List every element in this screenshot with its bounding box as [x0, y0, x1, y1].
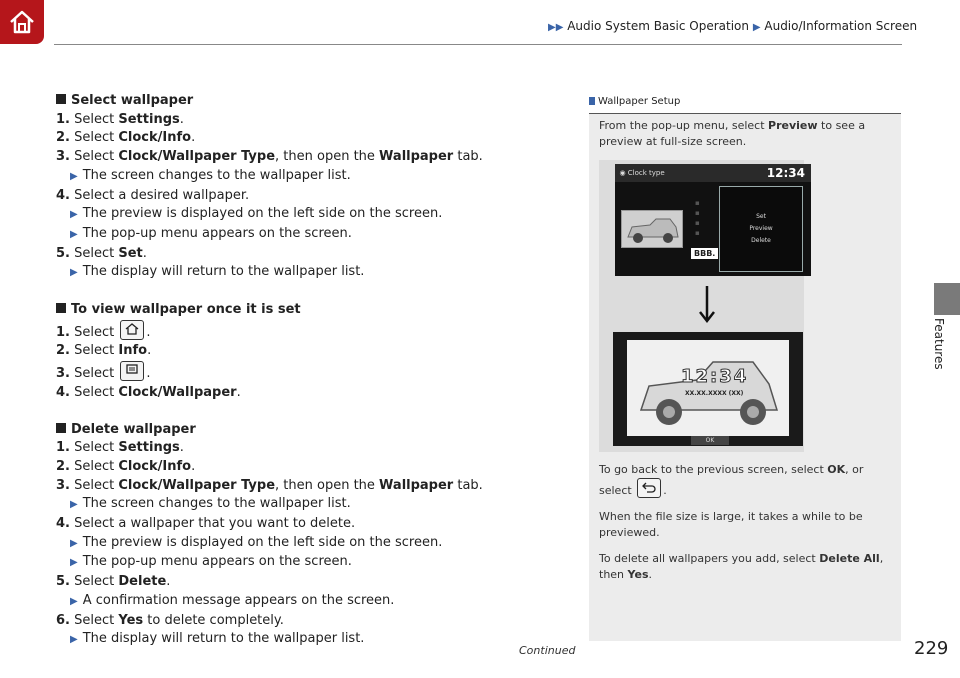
result-arrow-icon: ▶ — [70, 209, 78, 221]
step-result: ▶ The pop-up menu appears on the screen. — [70, 225, 352, 241]
chapter-tab[interactable] — [934, 283, 960, 315]
main-content — [56, 92, 566, 650]
breadcrumb-current: Audio/Information Screen — [764, 19, 918, 33]
step-item: 2. Select Info. — [56, 343, 152, 359]
note-paragraph: When the file size is large, it takes a while to be previewed. — [599, 510, 863, 539]
chapter-tab-label: Features — [932, 318, 946, 370]
menu-item-set[interactable]: Set — [756, 213, 766, 220]
step-item: 4. Select a desired wallpaper. — [56, 187, 250, 203]
note-marker-icon — [589, 97, 595, 105]
breadcrumb-arrow-icon: ▶ — [752, 22, 761, 33]
wallpaper-list: ▪ ▪ ▪ ▪ — [695, 199, 700, 237]
page-number: 229 — [914, 638, 949, 659]
continued-label: Continued — [519, 644, 576, 657]
result-arrow-icon: ▶ — [70, 557, 78, 569]
step-item: 1. Select . — [56, 320, 566, 343]
note-body-lower — [599, 462, 889, 583]
result-arrow-icon: ▶ — [70, 499, 78, 511]
back-button-icon[interactable] — [637, 478, 661, 498]
result-arrow-icon: ▶ — [70, 595, 78, 607]
step-item: 2. Select Clock/Info. — [56, 130, 196, 146]
wallpaper-date: XX.XX.XXXX (XX) — [685, 390, 744, 397]
result-arrow-icon: ▶ — [70, 267, 78, 279]
step-item: 3. Select Clock/Wallpaper Type, then open the Wallpaper tab. — [56, 149, 483, 165]
step-item: 1. Select Settings. — [56, 440, 184, 456]
menu-item-delete[interactable]: Delete — [751, 237, 771, 244]
full-size-preview-screen — [613, 332, 803, 446]
note-paragraph: To delete all wallpapers you add, select Delete All, then Yes. — [599, 552, 884, 581]
menu-button-icon[interactable] — [120, 361, 144, 381]
breadcrumb — [548, 19, 917, 33]
home-icon[interactable] — [0, 0, 44, 44]
step-item: 4. Select a wallpaper that you want to delete. — [56, 516, 356, 532]
result-arrow-icon: ▶ — [70, 170, 78, 182]
step-result: ▶ The pop-up menu appears on the screen. — [70, 554, 352, 570]
wallpaper-image — [627, 340, 789, 436]
menu-item-preview[interactable]: Preview — [749, 225, 773, 232]
step-item: 2. Select Clock/Info. — [56, 458, 196, 474]
step-result: ▶ The display will return to the wallpaper list. — [70, 631, 365, 647]
section-view-wallpaper — [56, 301, 566, 403]
section-title: Select wallpaper — [56, 92, 566, 111]
note-header: Wallpaper Setup — [589, 96, 901, 114]
section-select-wallpaper — [56, 92, 566, 283]
step-item: 1. Select Settings. — [56, 111, 184, 127]
breadcrumb-arrow-icon: ▶▶ — [548, 22, 564, 33]
note-paragraph: To go back to the previous screen, select OK, or select . — [599, 463, 864, 497]
wallpaper-clock: 12:34 — [681, 366, 749, 387]
section-title: Delete wallpaper — [56, 421, 566, 440]
step-result: ▶ The screen changes to the wallpaper list. — [70, 167, 351, 183]
note-panel — [589, 96, 901, 641]
step-result: ▶ The screen changes to the wallpaper list. — [70, 496, 351, 512]
step-item: 6. Select Yes to delete completely. — [56, 612, 284, 628]
step-item: 5. Select Set. — [56, 245, 147, 261]
wallpaper-name-badge: BBB. — [691, 248, 718, 259]
section-delete-wallpaper — [56, 421, 566, 650]
step-result: ▶ A confirmation message appears on the screen. — [70, 592, 395, 608]
wallpaper-preview-thumbnail — [621, 210, 683, 248]
header-divider — [54, 44, 902, 45]
result-arrow-icon: ▶ — [70, 634, 78, 646]
step-item: 3. Select Clock/Wallpaper Type, then open the Wallpaper tab. — [56, 477, 483, 493]
section-title: To view wallpaper once it is set — [56, 301, 566, 320]
wallpaper-list-screen — [615, 164, 811, 276]
screenshot-illustration — [599, 160, 804, 452]
result-arrow-icon: ▶ — [70, 228, 78, 240]
ok-button[interactable]: OK — [691, 436, 729, 445]
step-item: 5. Select Delete. — [56, 574, 171, 590]
step-result: ▶ The preview is displayed on the left side on the screen. — [70, 534, 443, 550]
result-arrow-icon: ▶ — [70, 537, 78, 549]
note-paragraph: From the pop-up menu, select Preview to see a preview at full-size screen. — [599, 119, 866, 148]
home-button-icon[interactable] — [120, 320, 144, 340]
step-item: 3. Select . — [56, 361, 566, 384]
breadcrumb-link-basic-operation[interactable]: Audio System Basic Operation — [567, 19, 750, 33]
down-arrow-icon — [697, 284, 717, 324]
step-result: ▶ The preview is displayed on the left side on the screen. — [70, 206, 443, 222]
screen-title-bar: ◉ Clock type 12:34 — [615, 164, 811, 182]
note-body — [599, 118, 889, 150]
step-result: ▶ The display will return to the wallpaper list. — [70, 264, 365, 280]
popup-menu — [719, 186, 803, 272]
step-item: 4. Select Clock/Wallpaper. — [56, 384, 241, 400]
